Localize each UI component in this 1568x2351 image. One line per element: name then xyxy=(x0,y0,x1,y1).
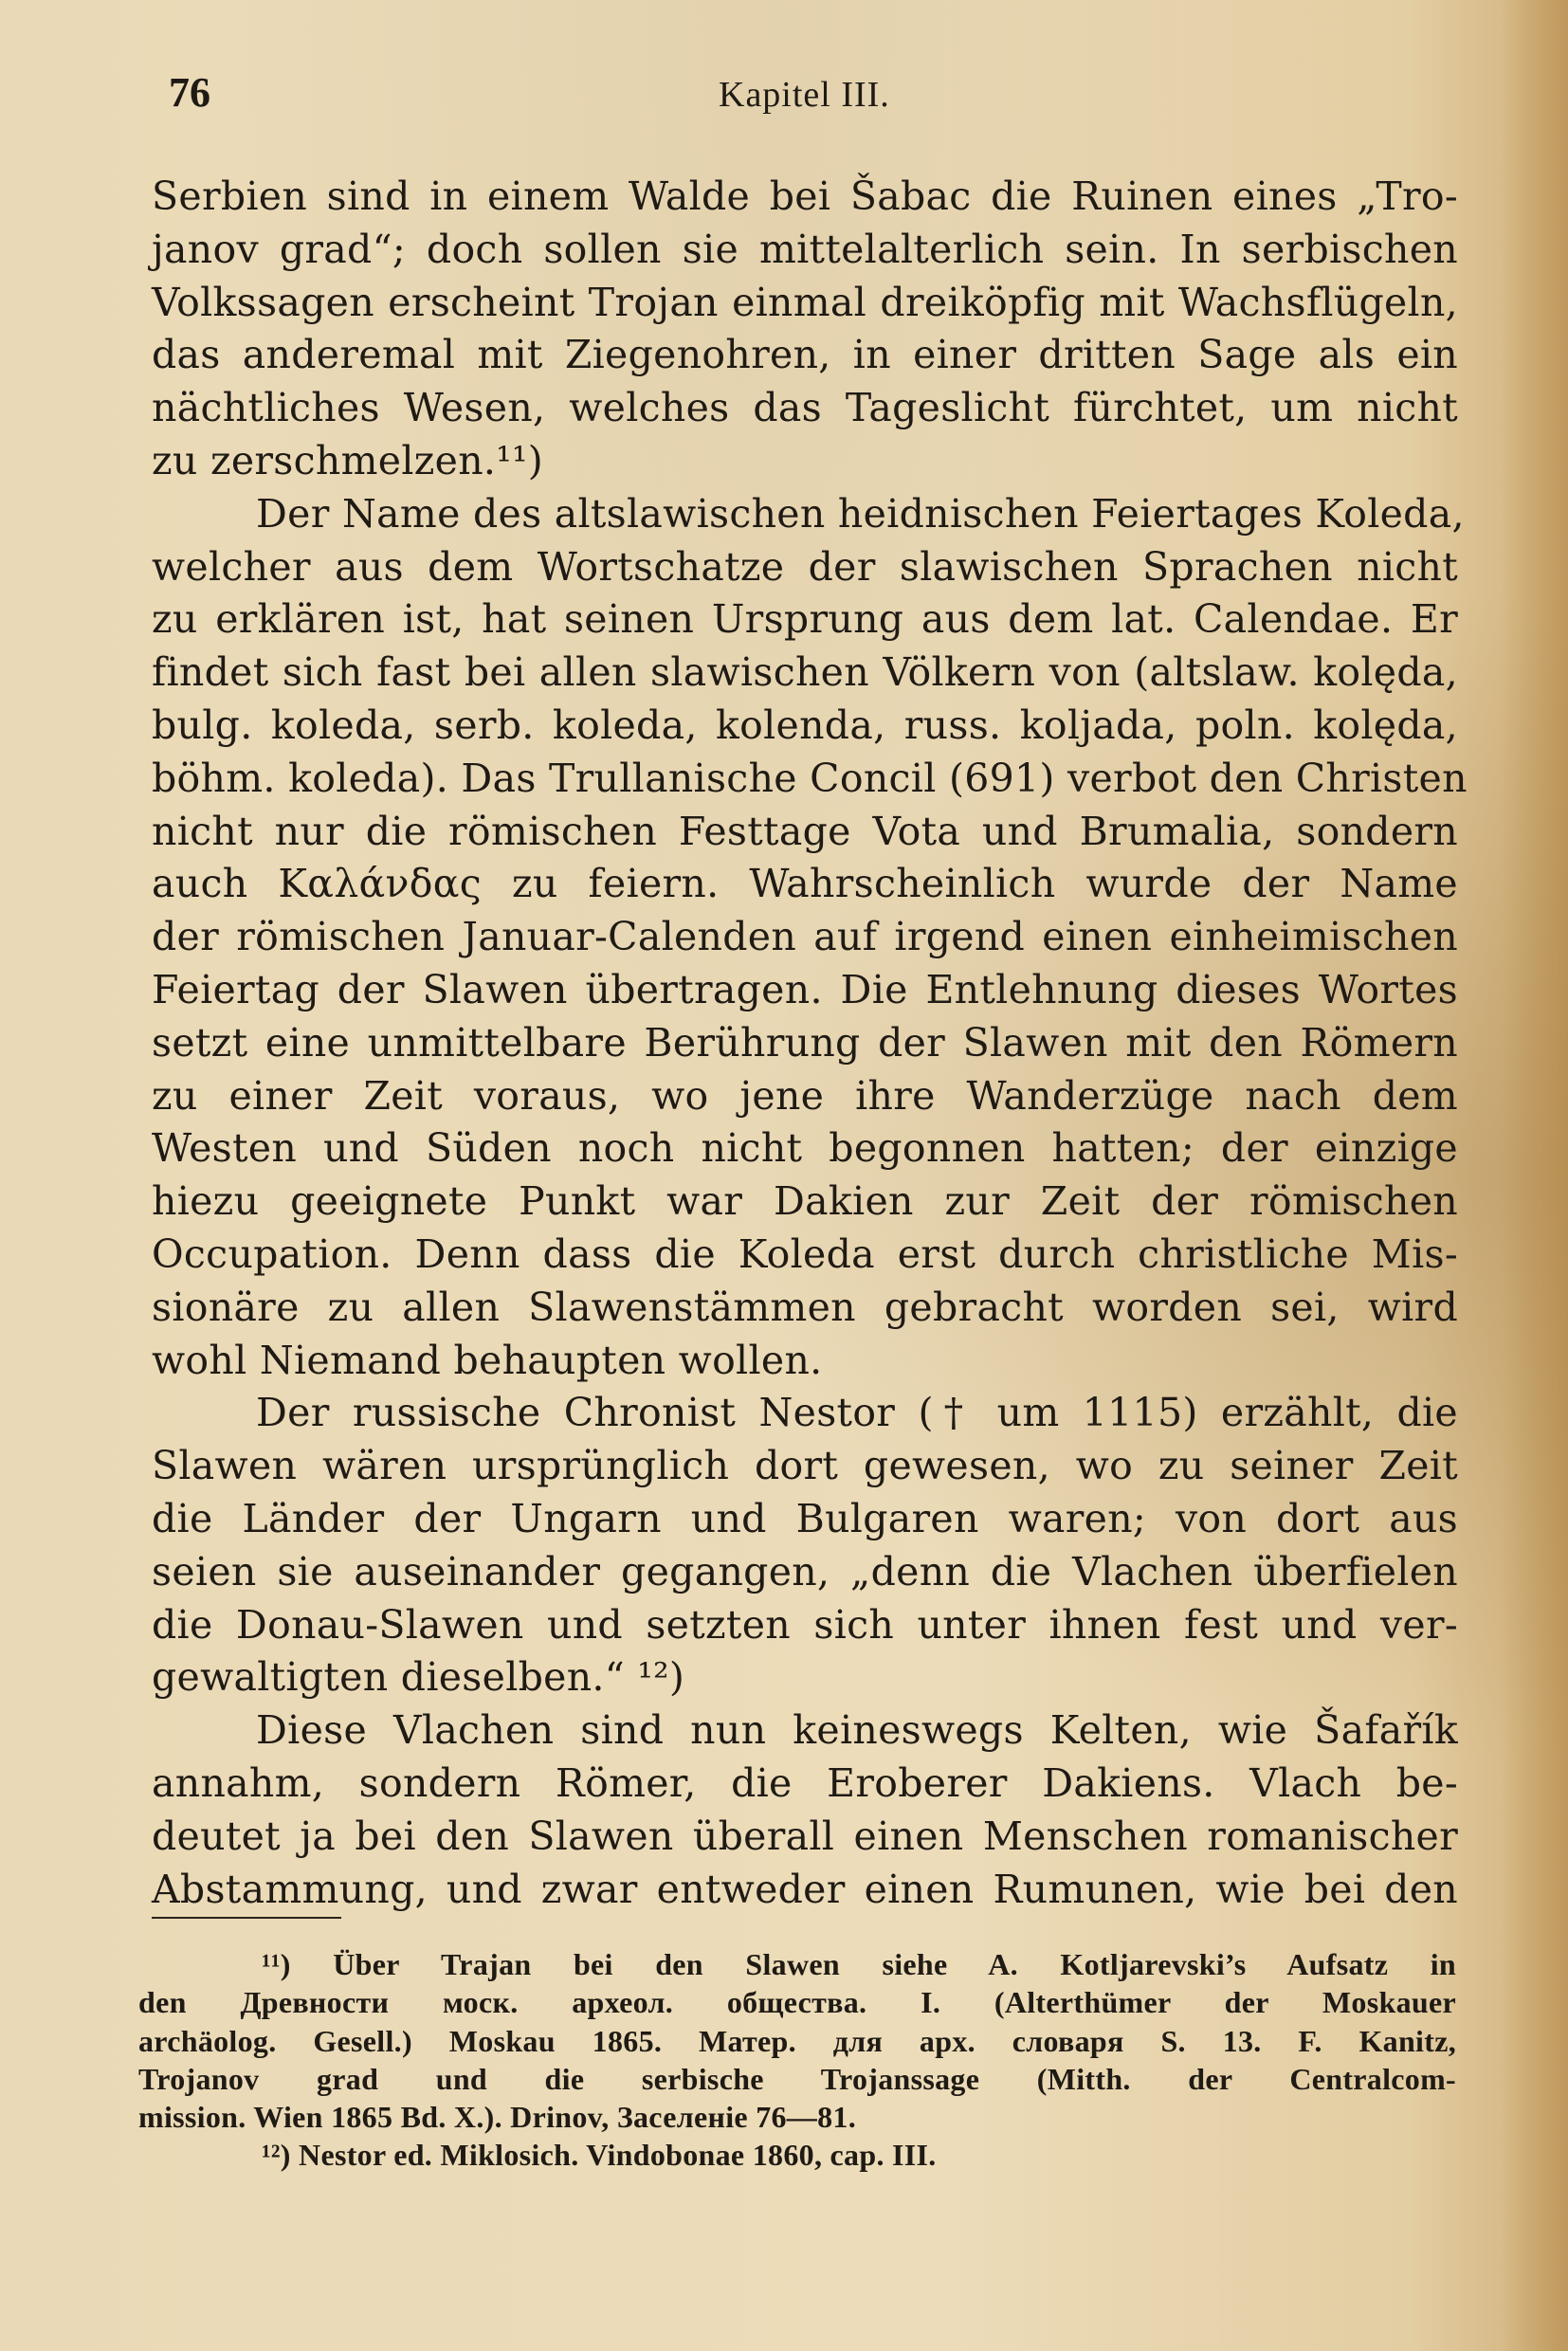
main-text xyxy=(152,171,1468,1916)
text-line: Diese Vlachen sind nun keineswegs Kelten, wie Šafařík xyxy=(256,1707,1458,1754)
text-line: bulg. koleda, serb. koleda, kolenda, russ. koljada, poln. kolęda, xyxy=(152,702,1458,748)
text-line: zu einer Zeit voraus, wo jene ihre Wanderzüge nach dem xyxy=(152,1072,1458,1119)
text-line: nicht nur die römischen Festtage Vota und Brumalia, sondern xyxy=(152,808,1458,854)
text-line: zu zerschmelzen.¹¹) xyxy=(152,437,544,483)
footnote-line: ¹¹) Über Trajan bei den Slawen siehe A. Kotljarevski’s Aufsatz in xyxy=(262,1947,1456,1981)
text-line: Der russische Chronist Nestor († um 1115) erzählt, die xyxy=(256,1390,1458,1436)
text-line: janov grad“; doch sollen sie mittelalterlich sein. In serbischen xyxy=(152,226,1458,272)
text-line: Volkssagen erscheint Trojan einmal dreiköpfig mit Wachsflügeln, xyxy=(152,279,1458,325)
footnotes xyxy=(138,1945,1456,2175)
text-line: Slawen wären ursprünglich dort gewesen, wo zu seiner Zeit xyxy=(152,1443,1458,1489)
running-head: Kapitel III. xyxy=(719,75,890,115)
text-line: welcher aus dem Wortschatze der slawischen Sprachen nicht xyxy=(152,543,1458,590)
text-line: nächtliches Wesen, welches das Tageslicht fürchtet, um nicht xyxy=(152,385,1458,431)
footnote-line: ¹²) Nestor ed. Miklosich. Vindobonae 1860, cap. III. xyxy=(262,2138,937,2173)
text-line: deutet ja bei den Slawen überall einen Menschen romanischer xyxy=(152,1813,1458,1859)
text-line: zu erklären ist, hat seinen Ursprung aus dem lat. Calendae. Er xyxy=(152,596,1458,643)
text-line: der römischen Januar-Calenden auf irgend einen einheimischen xyxy=(152,914,1458,960)
text-line: böhm. koleda). Das Trullanische Concil (691) verbot den Christen xyxy=(152,755,1468,801)
text-line: Abstammung, und zwar entweder einen Rumunen, wie bei den xyxy=(152,1866,1458,1912)
text-line: gewaltigten dieselben.“ ¹²) xyxy=(152,1654,685,1701)
page-edge-shading xyxy=(1502,0,1568,2351)
page-number: 76 xyxy=(169,69,210,116)
text-line: sionäre zu allen Slawenstämmen gebracht worden sei, wird xyxy=(152,1284,1458,1330)
text-line: Occupation. Denn dass die Koleda erst durch christliche Mis- xyxy=(152,1230,1458,1277)
footnote-line: den Древности моск. археол. общества. I. (Alterthümer der Moskauer xyxy=(138,1985,1456,2020)
page-header xyxy=(169,68,1468,125)
text-line: setzt eine unmittelbare Berührung der Slawen mit den Römern xyxy=(152,1019,1458,1066)
text-line: hiezu geeignete Punkt war Dakien zur Zeit der römischen xyxy=(152,1178,1458,1225)
footnote-divider xyxy=(152,1917,341,1919)
text-line: das anderemal mit Ziegenohren, in einer dritten Sage als ein xyxy=(152,332,1458,378)
text-line: Feiertag der Slawen übertragen. Die Entlehnung dieses Wortes xyxy=(152,966,1458,1012)
text-line: auch Καλάνδας zu feiern. Wahrscheinlich wurde der Name xyxy=(152,861,1458,907)
text-line: annahm, sondern Römer, die Eroberer Dakiens. Vlach be- xyxy=(152,1759,1458,1806)
footnote-line: mission. Wien 1865 Bd. X.). Drinov, Заселенiе 76—81. xyxy=(138,2100,856,2135)
text-line: findet sich fast bei allen slawischen Völkern von (altslaw. kolęda, xyxy=(152,649,1458,696)
text-line: wohl Niemand behaupten wollen. xyxy=(152,1337,823,1383)
text-line: Westen und Süden noch nicht begonnen hatten; der einzige xyxy=(152,1125,1458,1172)
text-line: seien sie auseinander gegangen, „denn die Vlachen überfielen xyxy=(152,1548,1458,1595)
footnote-line: archäolog. Gesell.) Moskau 1865. Матер. для арх. словаря S. 13. F. Kanitz, xyxy=(138,2023,1456,2058)
text-line: die Länder der Ungarn und Bulgaren waren; von dort aus xyxy=(152,1495,1458,1541)
text-line: die Donau-Slawen und setzten sich unter ihnen fest und ver- xyxy=(152,1601,1458,1648)
text-line: Serbien sind in einem Walde bei Šabac die Ruinen eines „Tro- xyxy=(152,173,1458,219)
text-line: Der Name des altslawischen heidnischen Feiertages Koleda, xyxy=(256,490,1465,537)
footnote-line: Trojanov grad und die serbische Trojanssage (Mitth. der Centralcom- xyxy=(138,2061,1456,2096)
